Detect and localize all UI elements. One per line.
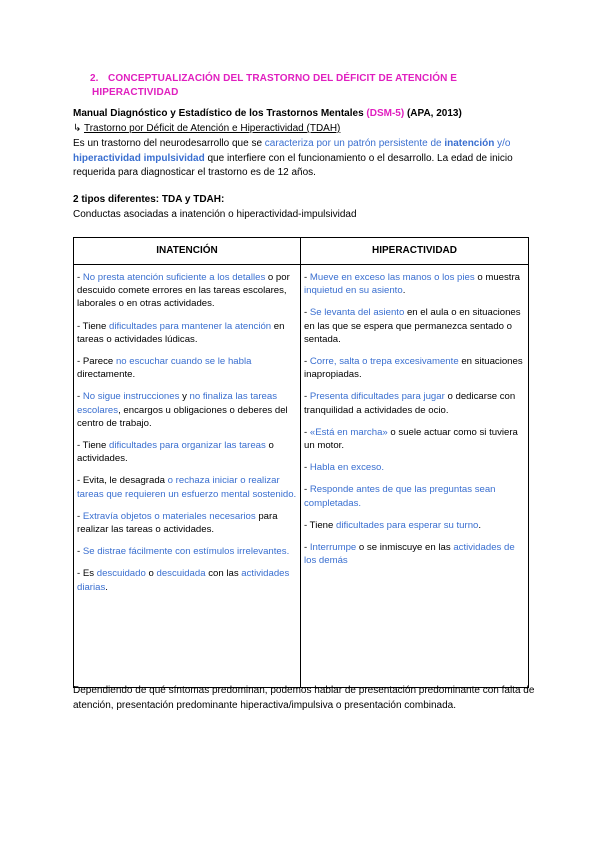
final-paragraph: Dependiendo de qué síntomas predominan, podemos hablar de presentación predominante con falta de atención, presentación predominante hiperactiva/impulsiva o presentación combinada. bbox=[73, 685, 535, 711]
tipos-heading: 2 tipos diferentes: TDA y TDAH: bbox=[73, 194, 225, 205]
desc-hiperactividad: hiperactividad impulsividad bbox=[73, 152, 205, 164]
desc-part: que interfiere con el funcionamiento o el desarrollo. La edad de inicio requerida para diagnosticar el trastorno es de 12 años. bbox=[73, 152, 513, 178]
manual-suffix: (APA, 2013) bbox=[404, 108, 462, 119]
list-item: - Parece no escuchar cuando se le habla directamente. bbox=[77, 356, 252, 381]
manual-dsm: (DSM-5) bbox=[366, 108, 405, 119]
list-item: - Extravía objetos o materiales necesarios para realizar las tareas o actividades. bbox=[77, 510, 278, 536]
section-title-line1: CONCEPTUALIZACIÓN DEL TRASTORNO DEL DÉFICIT DE ATENCIÓN E bbox=[108, 73, 458, 84]
inatencion-cell bbox=[74, 265, 301, 688]
list-item: - Presenta dificultades para jugar o dedicarse con tranquilidad a actividades de ocio. bbox=[304, 391, 516, 416]
list-item: - «Está en marcha» o suele actuar como si tuviera un motor. bbox=[304, 426, 518, 452]
description-paragraph bbox=[73, 137, 533, 181]
hiperactividad-cell bbox=[301, 265, 529, 688]
list-item: - Mueve en exceso las manos o los pies o muestra inquietud en su asiento. bbox=[304, 272, 520, 297]
desc-part: Es un trastorno del neurodesarrollo que se bbox=[73, 138, 265, 149]
section-title-line2: HIPERACTIVIDAD bbox=[92, 87, 179, 98]
list-item: - Responde antes de que las preguntas sean completadas. bbox=[304, 484, 496, 509]
manual-prefix: Manual Diagnóstico y Estadístico de los Trastornos Mentales bbox=[73, 108, 367, 119]
list-item: - Tiene dificultades para esperar su turno. bbox=[304, 519, 482, 531]
desc-highlight: caracteriza por un patrón persistente de bbox=[264, 138, 442, 149]
list-item: - No presta atención suficiente a los detalles o por descuido comete errores en las tareas escolares, laborales o en otras actividades. bbox=[77, 272, 290, 310]
section-number: 2. bbox=[90, 73, 99, 84]
list-item: - Tiene dificultades para organizar las tareas o actividades. bbox=[77, 440, 274, 465]
list-item: - Habla en exceso. bbox=[304, 462, 385, 474]
tdah-name: Trastorno por Déficit de Atención e Hiperactividad (TDAH) bbox=[83, 123, 341, 134]
tdah-line bbox=[73, 122, 533, 137]
list-item: - Corre, salta o trepa excesivamente en situaciones inapropiadas. bbox=[304, 356, 523, 381]
section-title bbox=[92, 72, 512, 100]
desc-inatencion: inatención bbox=[444, 138, 495, 149]
manual-heading bbox=[73, 107, 533, 122]
list-item: - Se levanta del asiento en el aula o en situaciones en las que se espera que permanezca sentado o sentada. bbox=[304, 307, 521, 345]
list-item: - Es descuidado o descuidada con las actividades diarias. bbox=[77, 568, 290, 593]
return-arrow-icon: ↳ bbox=[73, 123, 84, 134]
col-header-hiperactividad: HIPERACTIVIDAD bbox=[301, 238, 529, 265]
list-item: - Tiene dificultades para mantener la atención en tareas o actividades lúdicas. bbox=[77, 320, 285, 345]
col-header-inatencion: INATENCIÓN bbox=[74, 238, 301, 265]
list-item: - Interrumpe o se inmiscuye en las actividades de los demás bbox=[304, 542, 515, 567]
list-item: - Se distrae fácilmente con estímulos irrelevantes. bbox=[77, 546, 290, 558]
list-item: - No sigue instrucciones y no finaliza las tareas escolares, encargos u obligaciones o deberes del centro de trabajo. bbox=[77, 391, 288, 429]
list-item: - Evita, le desagrada o rechaza iniciar o realizar tareas que requieren un esfuerzo mental sostenido. bbox=[77, 475, 297, 500]
conductas-text: Conductas asociadas a inatención o hiperactividad-impulsividad bbox=[73, 209, 357, 220]
symptoms-table bbox=[73, 237, 529, 688]
desc-part: y/o bbox=[494, 138, 511, 149]
